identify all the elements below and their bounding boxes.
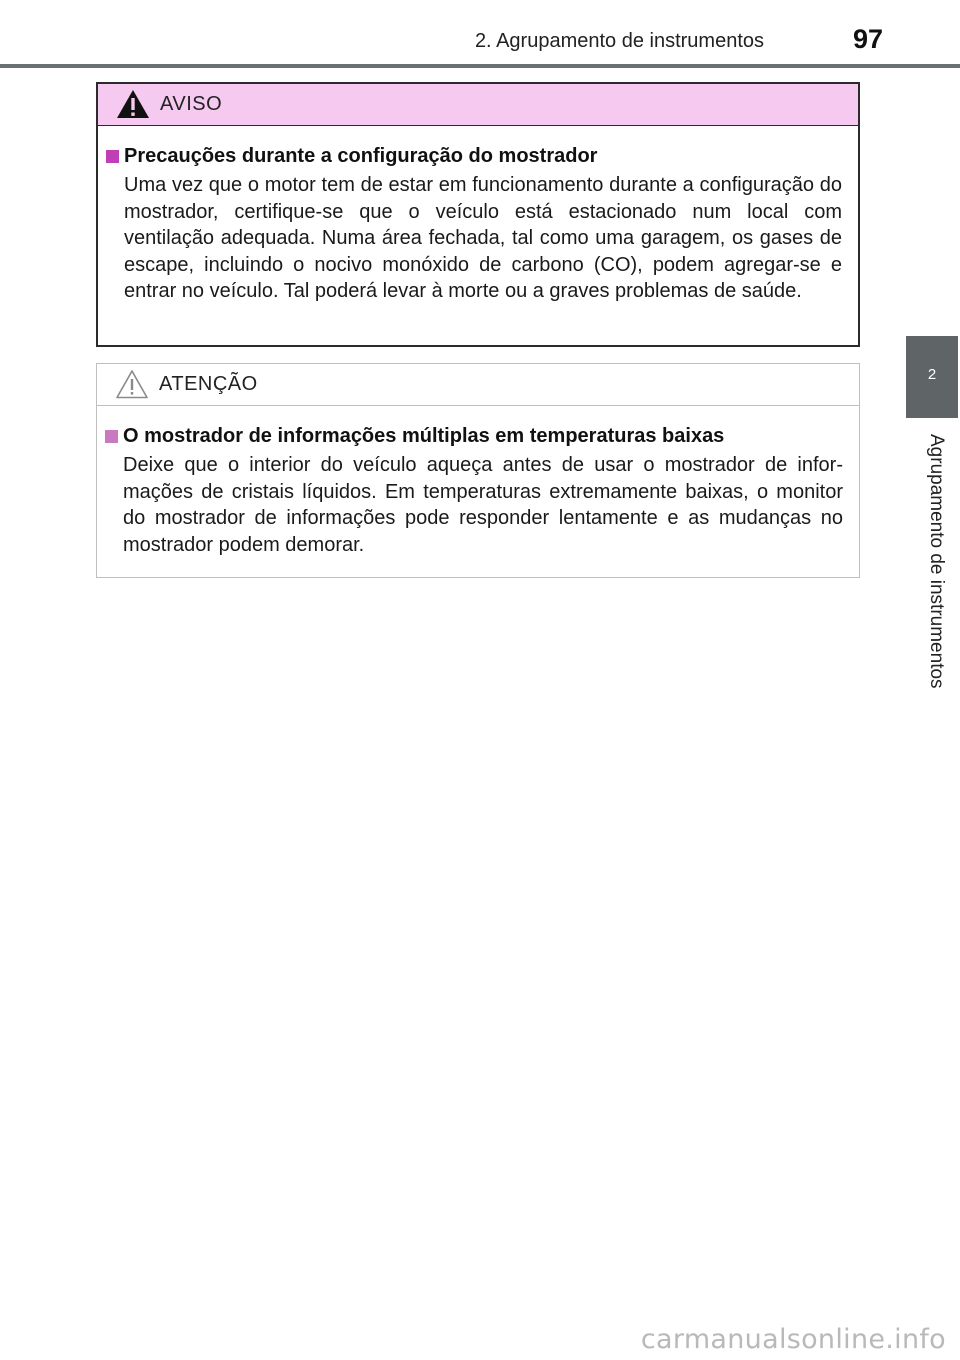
header-rule: [0, 64, 960, 68]
square-bullet-icon: [105, 430, 118, 443]
caution-item-heading: [105, 422, 843, 450]
warning-box-body: [98, 126, 858, 305]
section-title: 2. Agrupamento de instrumentos: [474, 30, 764, 52]
watermark: carmanualsonline.info: [640, 1324, 946, 1355]
caution-heading-text: O mostrador de informações múltiplas em temperaturas baixas: [123, 425, 725, 447]
page-number: 97: [853, 24, 884, 54]
warning-item-heading: [106, 142, 842, 170]
caution-box: [96, 363, 860, 578]
warning-box: [96, 82, 860, 347]
caution-box-header: [97, 364, 859, 406]
caution-triangle-outline-icon: [114, 368, 150, 400]
warning-heading-text: Precauções durante a configuração do mostrador: [124, 145, 598, 167]
warning-item-text: Uma vez que o motor tem de estar em funcionamento durante a configuração do mostrador, certifique-se que o veículo está estacionado num local com ventilação adequada. Numa área fechada, tal como uma garagem, os gases de escape, incluindo o nocivo monóxido de carbono (CO), podem agregar-se e entrar no veículo. Tal poderá levar à morte ou a graves problemas de saúde.: [124, 174, 842, 302]
chapter-tab: [906, 336, 958, 418]
caution-box-body: [97, 406, 859, 558]
warning-triangle-icon: [115, 88, 151, 120]
caution-item-text: Deixe que o interior do veículo aqueça antes de usar o mostrador de informações de cristais líquidos. Em temperaturas extremamente baixas, o monitor do mostrador de informações pode responder lentamente e as mudanças no mostrador podem demorar.: [123, 454, 843, 556]
chapter-label: Agrupamento de instrumentos: [926, 434, 947, 689]
square-bullet-icon: [106, 150, 119, 163]
caution-label: ATENÇÃO: [159, 373, 258, 395]
warning-box-header: [98, 84, 858, 126]
chapter-number: 2: [927, 366, 937, 383]
warning-label: AVISO: [160, 93, 223, 115]
